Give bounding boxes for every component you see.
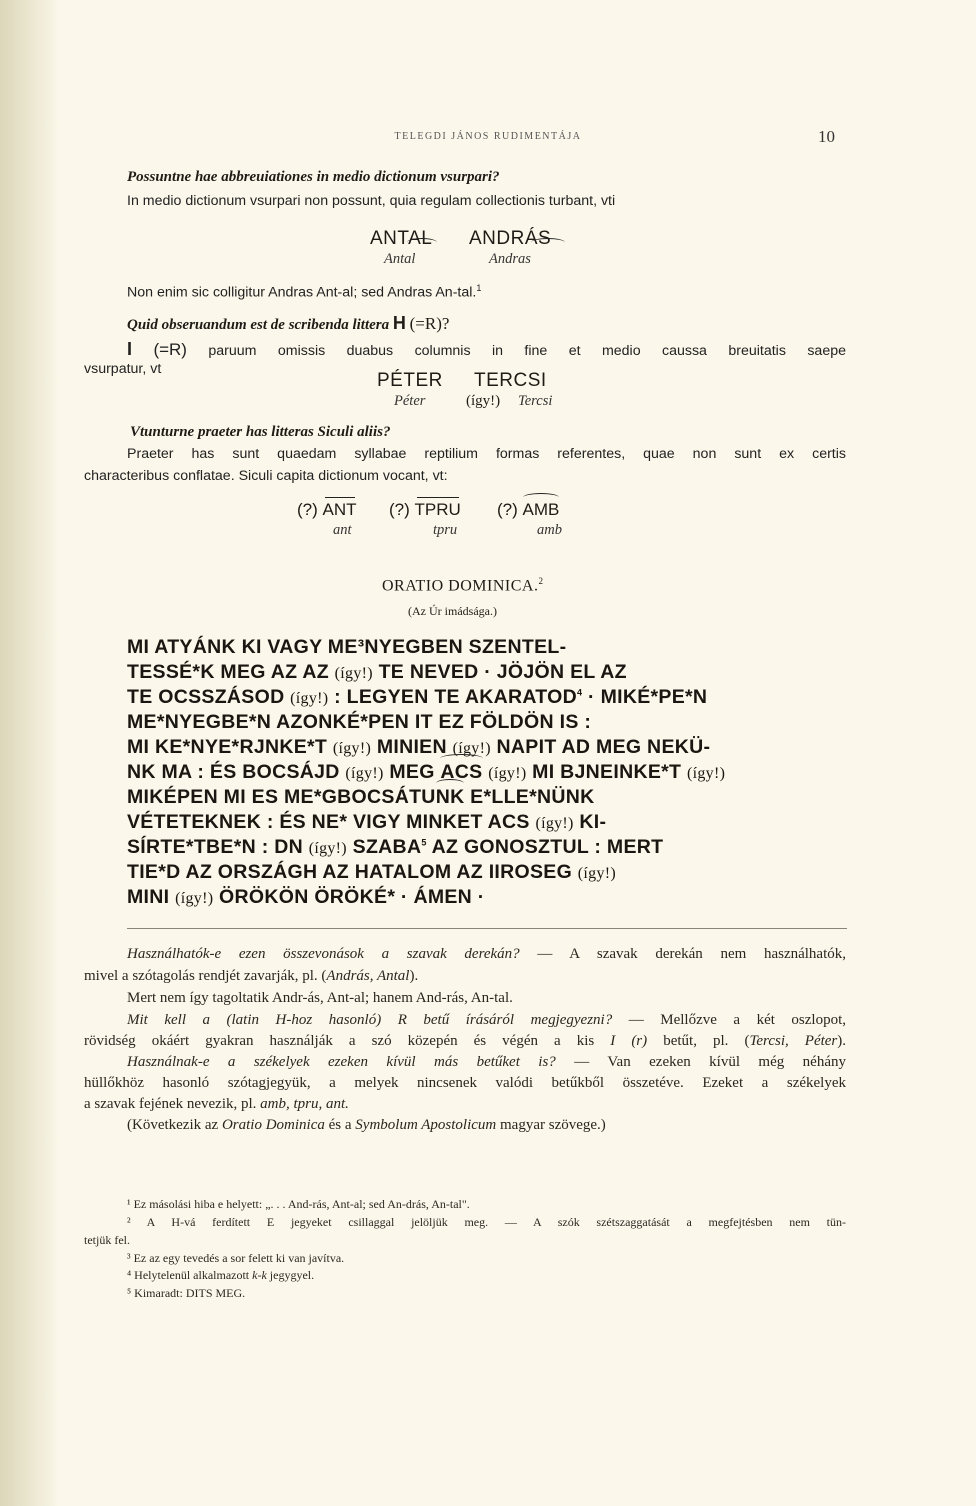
reading-ant: ant bbox=[333, 522, 352, 538]
hungarian-line: (Következik az Oratio Dominica és a Symbolum Apostolicum magyar szövege.) bbox=[127, 1117, 606, 1133]
hungarian-line: Használhatók-e ezen összevonások a szavak derekán? — A szavak derekán nem használhatók, bbox=[127, 946, 847, 962]
question-siculi: Vtunturne praeter has litteras Siculi aliis? bbox=[130, 424, 391, 440]
footnote-2: ² A H-vá ferdített E jegyeket csillaggal jelöljük meg. — A szók szétszaggatását a megfejtésben nem tün- bbox=[127, 1215, 846, 1229]
footnote-2-continued: tetjük fel. bbox=[84, 1233, 130, 1247]
example-word-peter: PÉTER bbox=[377, 370, 443, 391]
prayer-line: VÉTETEKNEK : ÉS NE* VIGY MINKET ACS (így!) KI- bbox=[127, 811, 607, 833]
prayer-line: SÍRTE*TBE*N : DN (így!) SZABA$^5$ AZ GONOSZTUL : MERT bbox=[127, 836, 664, 858]
prayer-line: MINI (így!) ÖRÖKÖN ÖRÖKÉ* · ÁMEN · bbox=[127, 886, 485, 908]
hungarian-line: a szavak fejének nevezik, pl. amb, tpru, ant. bbox=[84, 1096, 349, 1112]
reading-antal: Antal bbox=[384, 251, 416, 267]
latin-explanation: Non enim sic colligitur Andras Ant-al; sed Andras An-tal.$^1$ bbox=[127, 283, 482, 301]
footnote-3: ³ Ez az egy tevedés a sor felett ki van javítva. bbox=[127, 1251, 345, 1265]
page-edge-shadow bbox=[0, 0, 60, 1506]
example-tpru: (?) TPRU bbox=[389, 500, 461, 519]
running-head: TELEGDI JÁNOS RUDIMENTÁJA bbox=[394, 131, 582, 142]
example-word-antal: ANTAL bbox=[370, 228, 433, 249]
hungarian-line: mivel a szótagolás rendjét zavarják, pl. (András, Antal). bbox=[84, 968, 419, 984]
prayer-line: ME*NYEGBE*N AZONKÉ*PEN IT EZ FÖLDÖN IS : bbox=[127, 711, 592, 733]
hungarian-line: Mert nem így tagoltatik Andr-ás, Ant-al; hanem And-rás, An-tal. bbox=[127, 990, 513, 1006]
oratio-subtitle: (Az Úr imádsága.) bbox=[408, 604, 497, 618]
hungarian-line: Használnak-e a székelyek ezeken kívül más betűket is? — Van ezeken kívül még néhány bbox=[127, 1054, 846, 1070]
question-letter-h: Quid obseruandum est de scribenda littera H (=R)? bbox=[127, 313, 450, 333]
prayer-line: TE OCSSZÁSOD (így!) : LEGYEN TE $AKARATOD^4$ · MIKÉ*PE*N bbox=[127, 686, 708, 708]
prayer-line: MIKÉPEN MI ES ME*GBOCSÁTUNK E*LLE*NÜNK bbox=[127, 786, 595, 808]
prayer-line: TIE*D AZ ORSZÁGH AZ HATALOM AZ IIROSEG (így!) bbox=[127, 861, 617, 883]
question-abbreviations: Possuntne hae abbreuiationes in medio dictionum vsurpari? bbox=[127, 169, 500, 185]
reading-tpru: tpru bbox=[433, 522, 458, 538]
footnote-5: ⁵ Kimaradt: DITS MEG. bbox=[127, 1286, 246, 1300]
hungarian-line: Mit kell a (latin H-hoz hasonló) R betű írásáról megjegyezni? — Mellőzve a két oszlopot, bbox=[127, 1012, 846, 1028]
reading-tercsi: Tercsi bbox=[518, 393, 553, 409]
prayer-line: MI ATYÁNK KI VAGY ME³NYEGBEN SZENTEL- bbox=[127, 636, 567, 658]
sic-mark: (így!) bbox=[466, 393, 501, 409]
example-word-andras: ANDRÁS bbox=[469, 228, 552, 249]
latin-paragraph-line: characteribus conflatae. Siculi capita dictionum vocant, vt: bbox=[84, 468, 448, 484]
hungarian-line: rövidség okáért gyakran használják a szó közepén és végén a kis I (r) betűt, pl. (Tercsi, Péter). bbox=[84, 1033, 847, 1049]
latin-paragraph-line: vsurpatur, vt bbox=[84, 361, 162, 377]
reading-amb: amb bbox=[537, 522, 562, 538]
prayer-line: NK MA : ÉS BOCSÁJD (így!) MEG ACS (így!) MI BJNEINKE*T (így!) bbox=[127, 761, 726, 783]
latin-paragraph-line: Praeter has sunt quaedam syllabae reptilium formas referentes, quae non sunt ex certis bbox=[127, 446, 846, 462]
footnote-4: ⁴ Helytelenül alkalmazott k-k jegygyel. bbox=[127, 1268, 315, 1282]
prayer-line: MI KE*NYE*RJNKE*T (így!) MINIEN (így!) NAPIT AD MEG NEKÜ- bbox=[127, 736, 711, 758]
oratio-title: ORATIO DOMINICA.$^2$ bbox=[382, 576, 544, 595]
footnote-1: ¹ Ez másolási hiba e helyett: „. . . And-rás, Ant-al; sed An-drás, An-tal". bbox=[127, 1197, 470, 1211]
example-amb: (?) AMB bbox=[497, 500, 560, 519]
latin-answer-line: In medio dictionum vsurpari non possunt, quia regulam collectionis turbant, vti bbox=[127, 193, 616, 209]
hungarian-line: hüllőkhöz hasonló szótagjegyük, a melyek nincsenek valódi betűkből összetéve. Ezeket a székelyek bbox=[84, 1075, 846, 1091]
latin-paragraph-line: I (=R) paruum omissis duabus columnis in fine et medio caussa breuitatis saepe bbox=[127, 339, 846, 359]
page-number: 10 bbox=[818, 127, 835, 146]
section-divider bbox=[127, 928, 847, 929]
prayer-line: TESSÉ*K MEG AZ AZ (így!) TE NEVED · JÖJÖN EL AZ bbox=[127, 661, 627, 683]
example-word-tercsi: TERCSI bbox=[474, 370, 547, 391]
reading-andras: Andras bbox=[489, 251, 531, 267]
reading-peter: Péter bbox=[394, 393, 426, 409]
example-ant: (?) ANT bbox=[297, 500, 357, 519]
